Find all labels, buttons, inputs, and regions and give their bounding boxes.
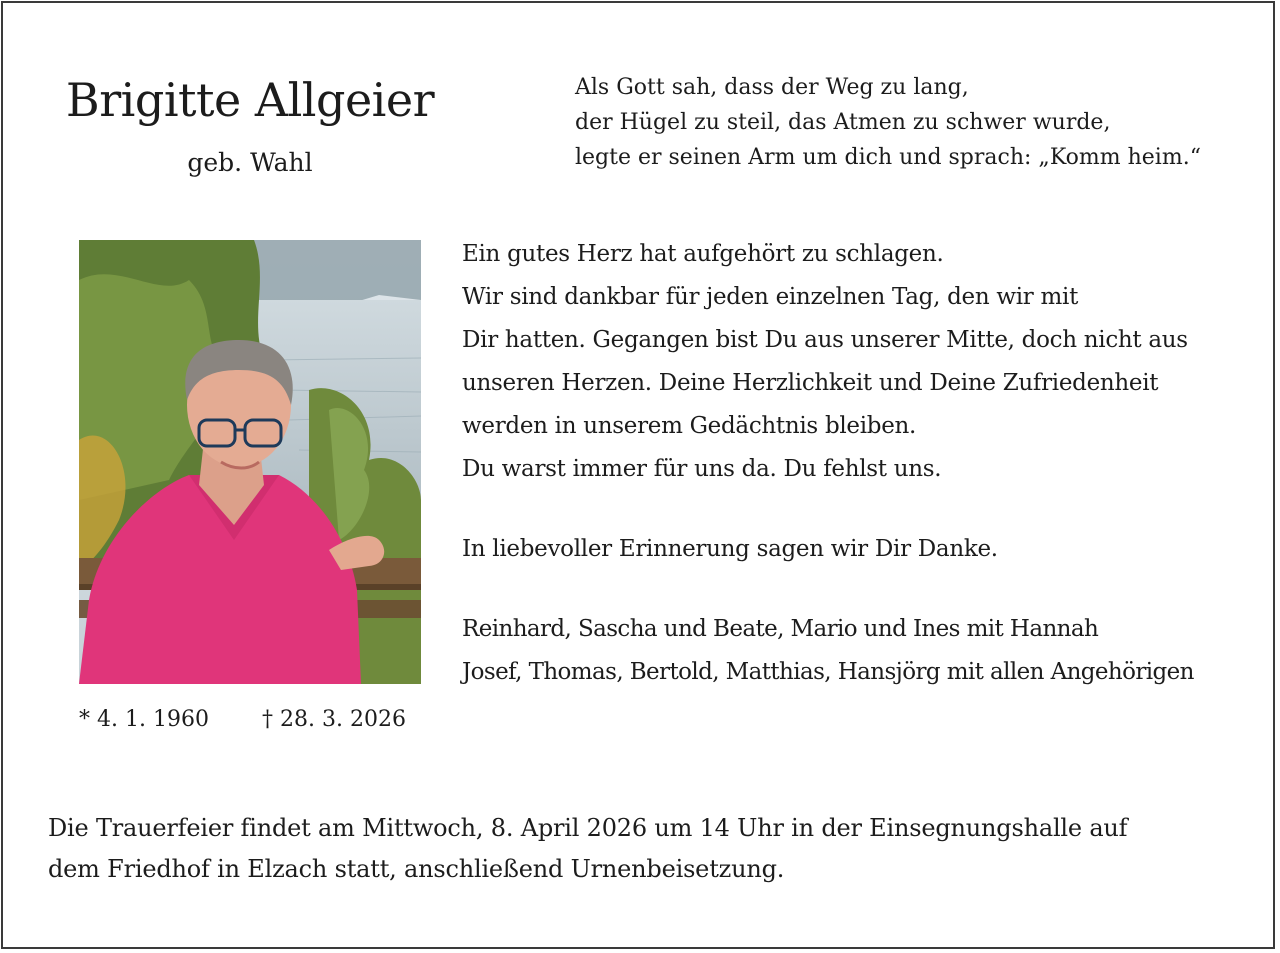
portrait-illustration — [79, 240, 421, 684]
birth-date: * 4. 1. 1960 — [79, 707, 209, 732]
family-line: Reinhard, Sascha und Beate, Mario und Ines mit Hannah — [462, 616, 1099, 642]
poem-line: legte er seinen Arm um dich und sprach: „Komm heim.“ — [575, 145, 1201, 170]
ceremony-line: Die Trauerfeier findet am Mittwoch, 8. April 2026 um 14 Uhr in der Einsegnungshalle auf — [48, 814, 1128, 842]
memorial-message — [462, 233, 1188, 491]
poem-line: Als Gott sah, dass der Weg zu lang, — [575, 75, 969, 100]
message-line: unseren Herzen. Deine Herzlichkeit und Deine Zufriedenheit — [462, 370, 1159, 396]
message-line: werden in unserem Gedächtnis bleiben. — [462, 413, 917, 439]
poem-line: der Hügel zu steil, das Atmen zu schwer wurde, — [575, 110, 1111, 135]
message-line: Du warst immer für uns da. Du fehlst uns. — [462, 456, 942, 482]
death-date: † 28. 3. 2026 — [262, 707, 406, 732]
deceased-name: Brigitte Allgeier — [65, 73, 435, 127]
message-line: Wir sind dankbar für jeden einzelnen Tag, den wir mit — [462, 284, 1079, 310]
maiden-name: geb. Wahl — [187, 148, 313, 177]
poem — [575, 70, 1201, 175]
family-line: Josef, Thomas, Bertold, Matthias, Hansjörg mit allen Angehörigen — [462, 659, 1194, 685]
message-line: Ein gutes Herz hat aufgehört zu schlagen. — [462, 241, 944, 267]
thanks-line: In liebevoller Erinnerung sagen wir Dir Danke. — [462, 536, 998, 562]
ceremony-notice — [48, 808, 1127, 890]
portrait-photo — [79, 240, 421, 684]
family-signature — [462, 608, 1194, 694]
ceremony-line: dem Friedhof in Elzach statt, anschließend Urnenbeisetzung. — [48, 855, 785, 883]
message-line: Dir hatten. Gegangen bist Du aus unserer Mitte, doch nicht aus — [462, 327, 1188, 353]
